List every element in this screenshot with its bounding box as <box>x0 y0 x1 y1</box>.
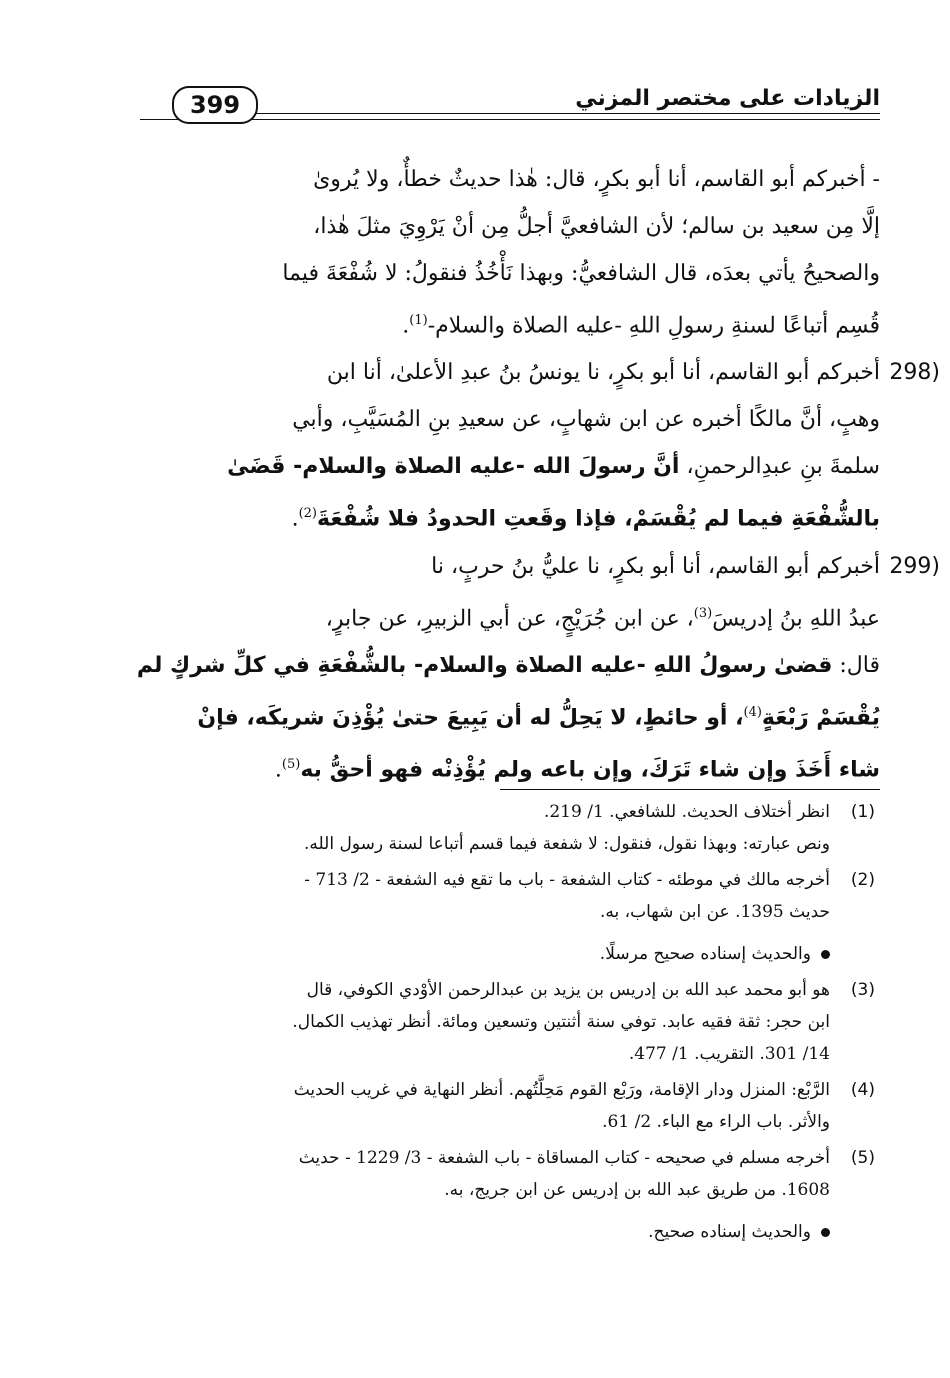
footnote-line: حديث 1395. عن ابن شهاب، به. <box>599 902 830 922</box>
hadith-matn: يُقْسَمْ رَبْعَةٍ <box>761 705 880 731</box>
footnote-number: (1) <box>850 802 875 822</box>
hadith-line: وهبٍ، أنَّ مالكًا أخبره عن ابن شهابٍ، عن سعيدِ بنِ المُسَيَّبِ، وأبي <box>292 407 880 433</box>
hadith-matn: شاء أَخَذَ وإن شاء تَرَكَ، وإن باعه ولم يُؤْذِنْه فهو أحقُّ به <box>300 757 880 783</box>
hadith-matn: أنَّ رسولَ الله -عليه الصلاة والسلام- قَضَىٰ <box>227 454 680 480</box>
intro-line-text: قُسِم أتباعًا لسنةِ رسولِ اللهِ -عليه الصلاة والسلام- <box>427 313 880 339</box>
hadith-number: 299) <box>889 553 940 579</box>
intro-line: - أخبركم أبو القاسم، أنا أبو بكرٍ، قال: هٰذا حديثٌ خطأٌ، ولا يُروىٰ <box>313 167 880 192</box>
main-text <box>135 156 940 794</box>
page-header <box>140 86 880 126</box>
footnote-number: (5) <box>850 1148 875 1168</box>
hadith-line: أخبركم أبو القاسم، أنا أبو بكرٍ، نا يونسُ بنُ عبدِ الأعلىٰ، أنا ابن <box>326 360 880 386</box>
hadith-number: 298) <box>889 360 940 386</box>
footnote-line: ابن حجر: ثقة فقيه عابد. توفي سنة أثنتين وتسعين ومائة. أنظر تهذيب الكمال. <box>292 1012 830 1032</box>
hadith-299 <box>135 543 940 794</box>
hadith-line <box>135 642 880 689</box>
footnote-line: أخرجه مالك في موطئه - كتاب الشفعة - باب ما تقع فيه الشفعة - 2/ 713 - <box>304 870 830 890</box>
grading-text: والحديث إسناده صحيح. <box>648 1222 811 1242</box>
footnote-line: أخرجه مسلم في صحيحه - كتاب المساقاة - باب الشفعة - 3/ 1229 - حديث <box>298 1148 830 1168</box>
hadith-line: شاء أَخَذَ وإن شاء تَرَكَ، وإن باعه ولم يُؤْذِنْه فهو أحقُّ به$^{(5)}$. <box>274 757 880 783</box>
running-title: الزيادات على مختصر المزني <box>575 86 880 111</box>
grading-text: والحديث إسناده صحيح مرسلًا. <box>599 944 811 964</box>
bullet-icon <box>821 1228 830 1237</box>
footnote-ref: (5) <box>281 757 301 773</box>
footnote-line: الرَّبْع: المنزل ودار الإقامة، ورَبْع القوم مَحِلَّتُهم. أنظر النهاية في غريب الحديث <box>293 1080 830 1100</box>
footnote-5 <box>135 1142 875 1248</box>
hadith-matn: ، أو حائطٍ، لا يَحِلُّ له أن يَبِيعَ حتىٰ يُؤْذِنَ شريكَه، فإنْ <box>197 705 744 731</box>
footnote-line: والأثر. باب الراء مع الباء. 2/ 61. <box>602 1112 830 1132</box>
footnote-number: (3) <box>850 980 875 1000</box>
footnote-line: 14/ 301. التقريب. 1/ 477. <box>628 1044 830 1064</box>
footnote-ref: (3) <box>693 605 713 621</box>
intro-line: إلَّا مِن سعيد بن سالم؛ لأن الشافعيَّ أجلُّ مِن أنْ يَرْوِيَ مثلَ هٰذا، <box>313 214 880 239</box>
hadith-line <box>135 443 880 490</box>
bullet-icon <box>821 950 830 959</box>
page-number: 399 <box>172 86 258 124</box>
hadith-line <box>135 689 880 741</box>
footnote-line: 1608. من طريق عبد الله بن إدريس عن ابن جريج، به. <box>444 1180 830 1200</box>
footnote-1 <box>135 796 875 860</box>
footnote-grading <box>135 1216 830 1248</box>
intro-line: قُسِم أتباعًا لسنةِ رسولِ اللهِ -عليه الصلاة والسلام-$^{(1)}$. <box>402 313 880 339</box>
footnotes <box>135 796 875 1252</box>
hadith-line <box>135 590 880 642</box>
hadith-isnad: عبدُ اللهِ بنُ إدريسَ <box>712 605 880 631</box>
intro-line: والصحيحُ يأتي بعدَه، قال الشافعيُّ: وبهذا نَأْخُذُ فنقولُ: لا شُفْعَةَ فيما <box>282 261 880 286</box>
footnote-number: (2) <box>850 870 875 890</box>
footnote-separator <box>500 789 880 790</box>
footnote-ref: (4) <box>743 704 762 720</box>
header-rule-top <box>235 113 880 114</box>
hadith-isnad: قال: <box>839 652 880 678</box>
footnote-line: هو أبو محمد عبد الله بن إدريس بن يزيد بن عبدالرحمن الأوْدي الكوفي، قال <box>306 980 830 1000</box>
hadith-298 <box>135 349 940 542</box>
hadith-isnad: ، عن ابن جُرَيْجٍ، عن أبي الزبيرِ، عن جابرٍ، <box>325 605 694 631</box>
footnote-grading <box>135 938 830 970</box>
hadith-line: أخبركم أبو القاسم، أنا أبو بكرٍ، نا عليُّ بنُ حربٍ، نا <box>431 553 880 579</box>
hadith-line: بالشُّفْعَةِ فيما لم يُقْسَمْ، فإذا وقَعتِ الحدودُ فلا شُفْعَةَ$^{(2)}$. <box>291 506 880 532</box>
intro-paragraph <box>135 156 880 349</box>
footnote-line: انظر أختلاف الحديث. للشافعي. 1/ 219. <box>543 802 830 822</box>
footnote-number: (4) <box>850 1080 875 1100</box>
hadith-matn: قضىٰ رسولُ اللهِ -عليه الصلاة والسلام- بالشُّفْعَةِ في كلِّ شركٍ لم <box>136 652 833 678</box>
hadith-isnad: سلمةَ بنِ عبدِالرحمنِ، <box>686 454 880 480</box>
footnote-4 <box>135 1074 875 1138</box>
hadith-matn: بالشُّفْعَةِ فيما لم يُقْسَمْ، فإذا وقَعتِ الحدودُ فلا شُفْعَةَ <box>317 506 880 532</box>
footnote-ref: (1) <box>409 313 428 328</box>
footnote-2 <box>135 864 875 970</box>
footnote-line: ونص عبارته: وبهذا نقول، فنقول: لا شفعة فيما قسم أتباعا لسنة رسول الله. <box>304 834 830 854</box>
footnote-3 <box>135 974 875 1070</box>
footnote-ref: (2) <box>298 506 317 522</box>
